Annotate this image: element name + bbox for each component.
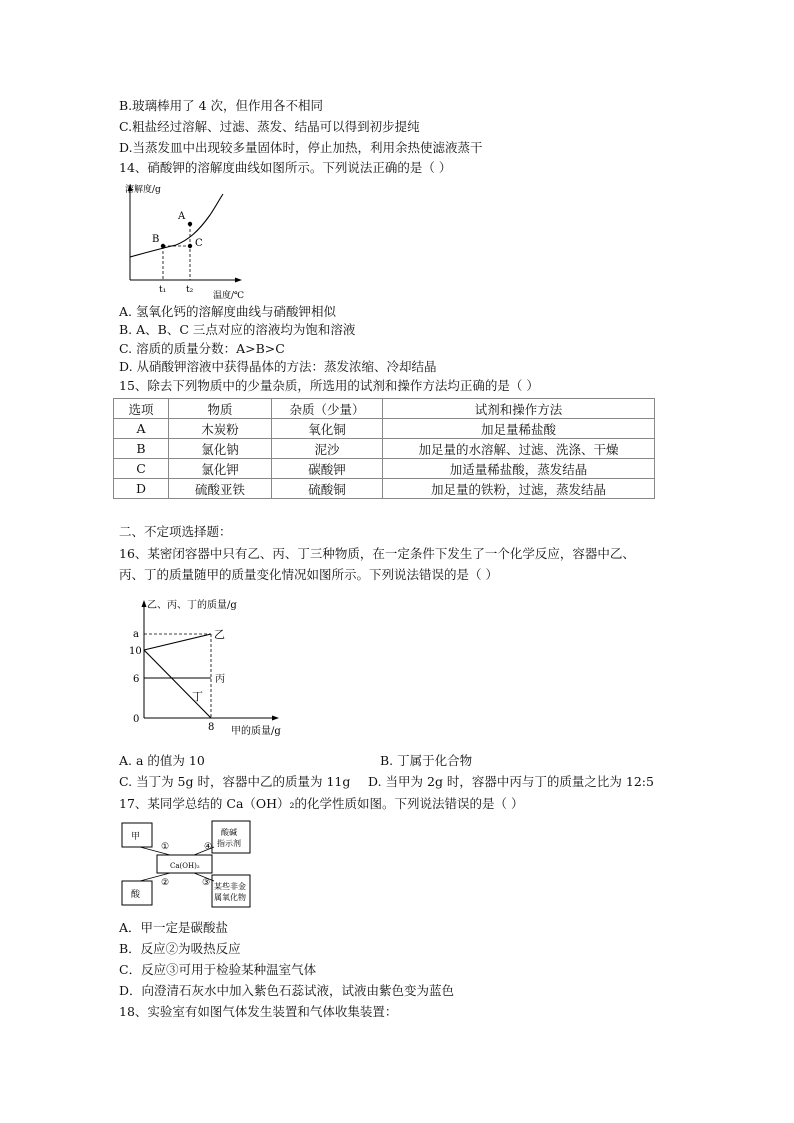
q16-label-bing: 丙 [215,674,225,685]
q17-option-b: B．反应②为吸热反应 [119,941,241,956]
table-header-cell: 杂质（少量） [272,399,383,419]
q15-stem: 15、除去下列物质中的少量杂质，所选用的试剂和操作方法均正确的是（ ） [119,378,539,393]
table-cell: 氧化铜 [272,419,383,439]
q13-option-b: B.玻璃棒用了 4 次，但作用各不相同 [119,98,324,113]
q14-option-d: D. 从硝酸钾溶液中获得晶体的方法：蒸发浓缩、冷却结晶 [119,359,437,374]
q14-option-b: B. A、B、C 三点对应的溶液均为饱和溶液 [119,322,356,337]
q16-tick-0: 0 [133,714,140,725]
q16-label-yi: 乙 [214,628,225,641]
table-header-cell: 物质 [169,399,272,419]
q14-ylabel: 溶解度/g [125,185,161,195]
table-row [114,419,655,439]
table-cell: 加足量的铁粉，过滤，蒸发结晶 [383,479,655,499]
q17-option-c: C．反应③可用于检验某种温室气体 [119,962,317,977]
table-cell: D [114,479,169,499]
q14-t1: t₁ [159,285,167,295]
q14-xlabel: 温度/℃ [213,291,245,301]
table-cell: 加足量的水溶解、过滤、洗涤、干燥 [383,439,655,459]
q17-box-oxide-line2: 属氧化物 [214,893,246,902]
table-row [114,439,655,459]
table-cell: 加足量稀盐酸 [383,419,655,439]
table-cell: 硫酸亚铁 [169,479,272,499]
q17-property-diagram [118,817,268,913]
q13-option-c: C.粗盐经过溶解、过滤、蒸发、结晶可以得到初步提纯 [119,119,420,134]
table-cell: A [114,419,169,439]
q17-center-caoh2: Ca(OH)₂ [170,862,200,870]
table-cell: 氯化钾 [169,459,272,479]
table-cell: 泥沙 [272,439,383,459]
q14-stem: 14、硝酸钾的溶解度曲线如图所示。下列说法正确的是（ ） [119,160,452,175]
q14-point-c: C [195,238,203,249]
q17-box-indicator-line1: 酸碱 [221,828,237,837]
table-row [114,479,655,499]
q17-reaction-2: ② [161,878,170,888]
q16-xlabel: 甲的质量/g [231,726,281,737]
table-row [114,459,655,479]
q16-stem-line2: 丙、丁的质量随甲的质量变化情况如图所示。下列说法错误的是（ ） [119,567,498,582]
table-cell: 硫酸铜 [272,479,383,499]
q17-option-a: A．甲一定是碳酸盐 [119,920,229,935]
q14-solubility-graph [118,180,258,302]
q16-mass-graph [125,594,295,744]
q16-tick-8: 8 [208,722,215,733]
q16-stem-line1: 16、某密闭容器中只有乙、丙、丁三种物质，在一定条件下发生了一个化学反应，容器中乙、 [119,546,635,561]
table-cell: B [114,439,169,459]
table-cell: 加适量稀盐酸，蒸发结晶 [383,459,655,479]
q16-option-d: D. 当甲为 2g 时，容器中丙与丁的质量之比为 12:5 [368,774,654,789]
q16-option-c: C. 当丁为 5g 时，容器中乙的质量为 11g [119,774,351,789]
q17-box-acid: 酸 [131,890,141,900]
q16-ylabel: 乙、丙、丁的质量/g [147,600,237,611]
q16-option-b: B. 丁属于化合物 [380,753,473,768]
q17-reaction-3: ③ [202,878,211,888]
q17-box-oxide-line1: 某些非金 [214,882,246,891]
q17-stem: 17、某同学总结的 Ca（OH）₂的化学性质如图。下列说法错误的是（ ） [119,796,524,811]
q17-reaction-4: ④ [204,842,213,852]
q18-stem: 18、实验室有如图气体发生装置和气体收集装置： [119,1004,398,1019]
q17-option-d: D．向澄清石灰水中加入紫色石蕊试液，试液由紫色变为蓝色 [119,983,455,998]
q14-t2: t₂ [186,285,194,295]
q16-tick-6: 6 [133,674,140,685]
table-header-cell: 选项 [114,399,169,419]
table-cell: 木炭粉 [169,419,272,439]
q16-label-ding: 丁 [192,690,203,703]
q17-reaction-1: ① [161,842,170,852]
table-header-row [114,399,655,419]
q16-option-a: A. a 的值为 10 [119,753,205,768]
q14-option-c: C. 溶质的质量分数：A>B>C [119,341,285,356]
q14-point-b: B [152,234,160,245]
q17-box-jia: 甲 [131,832,141,842]
q14-option-a: A. 氢氧化钙的溶解度曲线与硝酸钾相似 [119,304,336,319]
table-cell: 碳酸钾 [272,459,383,479]
q16-tick-a: a [133,629,139,640]
q14-point-a: A [178,211,186,222]
table-header-cell: 试剂和操作方法 [383,399,655,419]
q16-tick-10: 10 [129,646,142,657]
table-cell: C [114,459,169,479]
table-cell: 氯化钠 [169,439,272,459]
q15-table [113,398,655,499]
q17-box-indicator-line2: 指示剂 [217,839,241,848]
q13-option-d: D.当蒸发皿中出现较多量固体时，停止加热，利用余热使滤液蒸干 [119,140,483,155]
section-title: 二、不定项选择题： [119,524,232,539]
